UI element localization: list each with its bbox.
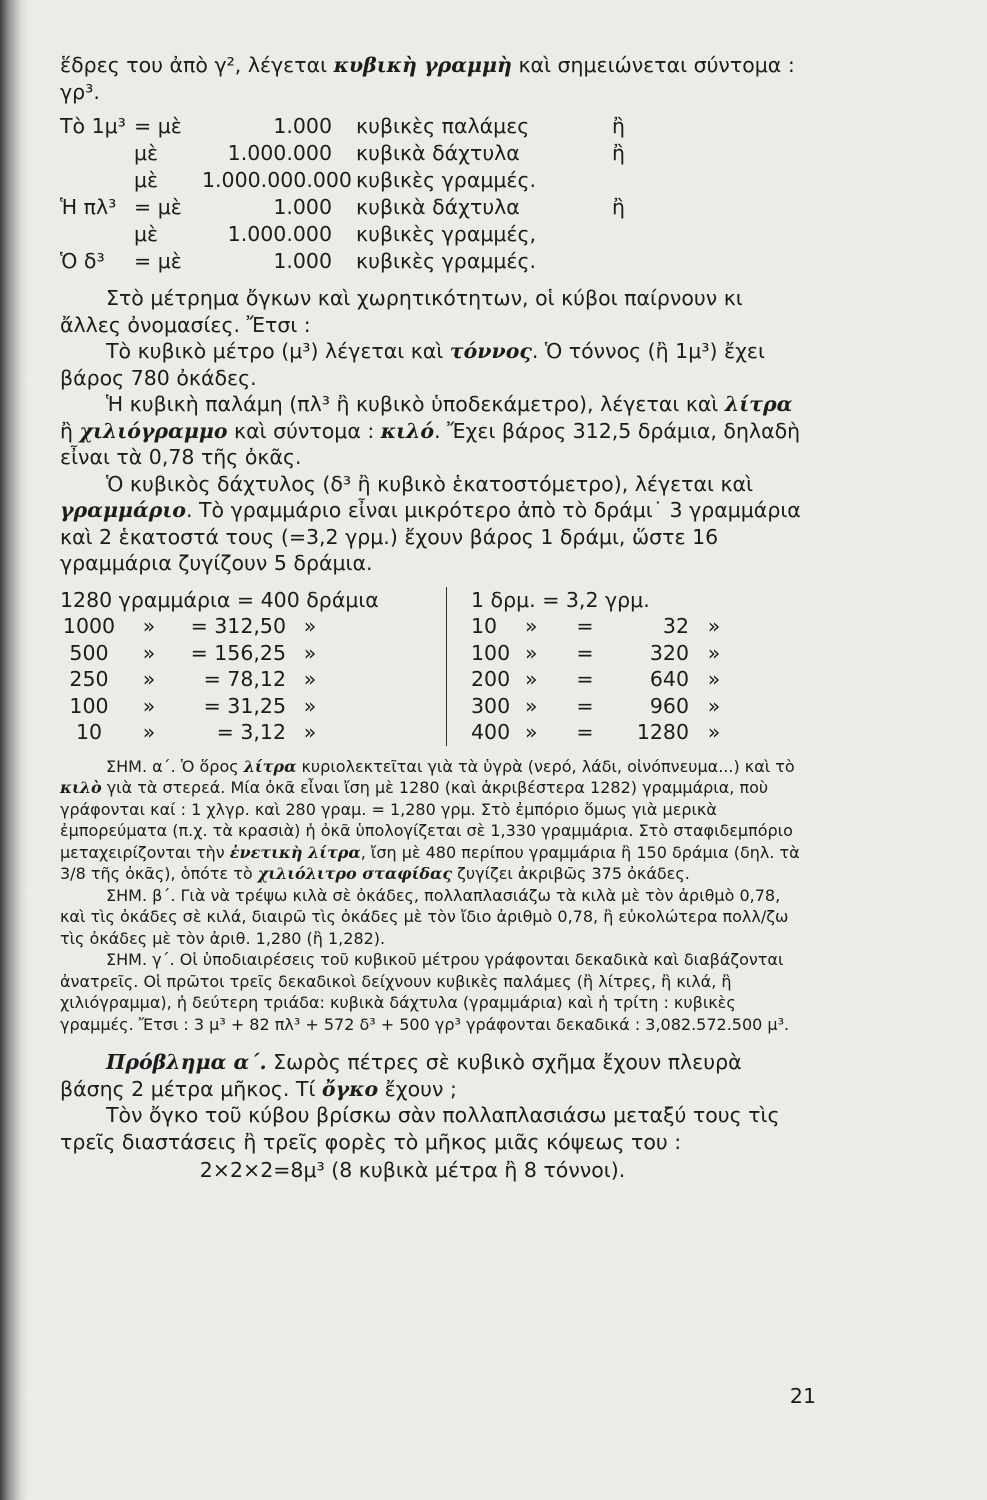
grams-value: 250	[69, 667, 109, 691]
grams-value: 1280	[636, 720, 689, 744]
ditto-mark: »	[142, 614, 156, 638]
drams-value: 300	[471, 693, 511, 718]
ditto-mark: »	[525, 667, 538, 691]
problem-text: ἔχουν ;	[378, 1076, 457, 1101]
units-row	[60, 194, 805, 221]
conversion-tables	[60, 587, 805, 746]
table-row	[60, 693, 442, 720]
drams-value: = 312,50	[190, 614, 286, 638]
drams-value: = 156,25	[190, 640, 286, 665]
ditto-mark: »	[142, 667, 156, 691]
ditto-mark: »	[142, 640, 156, 665]
note-text: ζυγίζει ἀκριβῶς 375 ὀκάδες.	[452, 864, 690, 883]
table-row	[471, 613, 761, 640]
drams-value: 200	[471, 667, 511, 691]
unit-count: 1.000.000	[227, 141, 332, 165]
unit-equals: = μὲ	[134, 195, 182, 219]
grams-value: 640	[649, 667, 689, 691]
unit-equals: μὲ	[134, 222, 159, 246]
term-tonnos: τόννος	[449, 339, 532, 363]
grams-to-drams-table	[60, 587, 447, 746]
unit-word: κυβικὲς γραμμές,	[356, 222, 537, 246]
table-row	[60, 666, 442, 693]
ditto-mark: »	[525, 614, 538, 638]
note-text: γιὰ τὰ στερεά. Μία ὀκᾶ εἶναι ἴση μὲ 1280 (καὶ ἀκριβέστερα 1282) γραμμάρια, ποὺ γράφονται καί : 1 χλγρ. καὶ 280 γραμ. = 1,280 γρμ. Στὸ ἐμπόριο ὅμως γιὰ μερικὰ ἐμπορεύματα (π.χ. τὰ κρασιὰ) ἡ ὀκᾶ ὑπολογίζεται σὲ 1,330 γραμμάρια. Στὸ σταφιδεμπόριο μεταχειρίζονται τὴν	[60, 778, 793, 862]
units-row	[60, 221, 805, 248]
ditto-mark: »	[707, 693, 721, 718]
ditto-mark: »	[303, 720, 317, 744]
paragraph-kilo	[60, 391, 805, 471]
ditto-mark: »	[303, 614, 317, 638]
problem-text: Σωρὸς πέτρες σὲ κυβικὸ σχῆμα ἔχουν πλευρὰ βάσης 2 μέτρα μῆκος. Τί	[60, 1050, 742, 1101]
para-text: . Ἔχει βάρος 312,5 δράμια, δηλαδὴ εἶναι τὰ 0,78 τῆς ὀκᾶς.	[60, 418, 801, 469]
table-header: 1 δρμ. = 3,2 γρμ.	[471, 587, 650, 612]
unit-count: 1.000.000	[227, 222, 332, 246]
unit-name	[60, 140, 134, 167]
unit-name: Τὸ 1μ³	[60, 114, 126, 138]
unit-name	[60, 167, 134, 194]
term-chiliogrammo: χιλιόγραμμο	[79, 418, 228, 443]
binding-shadow	[0, 0, 28, 1500]
problem-statement	[60, 1049, 805, 1102]
ditto-mark: »	[142, 720, 156, 744]
unit-equals: = μὲ	[134, 114, 182, 138]
unit-word: κυβικὲς γραμμές.	[356, 168, 537, 192]
note-text: , ἴση μὲ 480 περίπου γραμμάρια ἢ 150 δράμια (δηλ. τὰ 3/8 τῆς ὀκᾶς), ὁπότε τὸ	[60, 842, 800, 883]
intro-text: ἕδρες του ἀπὸ γ², λέγεται	[60, 53, 334, 77]
term-litra: λίτρα	[724, 392, 793, 416]
ditto-mark: »	[142, 693, 156, 718]
unit-or	[612, 221, 652, 248]
unit-or	[612, 248, 652, 275]
equals-sign: =	[576, 693, 594, 718]
units-row	[60, 140, 805, 167]
problem-label: Πρόβλημα α΄.	[106, 1050, 267, 1074]
table-header: 1280 γραμμάρια = 400 δράμια	[60, 587, 379, 612]
unit-count: 1.000.000.000	[202, 168, 352, 192]
ditto-mark: »	[707, 640, 721, 665]
grams-value: 320	[649, 640, 689, 665]
drams-value: = 31,25	[203, 693, 286, 718]
unit-word: κυβικὲς παλάμες	[356, 114, 530, 138]
drams-value: = 78,12	[203, 667, 286, 691]
term-venetian-litra: ἐνετικὴ λίτρα	[229, 842, 361, 862]
unit-or: ἢ	[612, 141, 625, 165]
table-header-row	[60, 587, 442, 614]
unit-equals: μὲ	[134, 141, 159, 165]
unit-equals: μὲ	[134, 168, 159, 192]
table-row	[471, 719, 761, 746]
equals-sign: =	[576, 720, 594, 744]
grams-value: 500	[69, 640, 109, 665]
table-row	[60, 640, 442, 667]
term-kilo: κιλό	[380, 418, 435, 443]
table-row	[60, 613, 442, 640]
para-text: . Ὁ τόννος (ἢ 1μ³) ἔχει βάρος 780 ὀκάδες.	[60, 339, 765, 390]
unit-name: Ἡ πλ³	[60, 195, 117, 219]
drams-value: 10	[471, 614, 498, 638]
grams-value: 1000	[62, 614, 116, 638]
unit-word: κυβικὰ δάχτυλα	[356, 195, 520, 219]
term-litra: λίτρα	[243, 756, 297, 776]
equals-sign: =	[576, 614, 594, 638]
term-chiliolitro: χιλιόλιτρο σταφίδας	[257, 864, 453, 883]
term-ogko: ὄγκο	[321, 1076, 379, 1101]
para-text: καὶ σύντομα :	[227, 418, 381, 443]
units-table	[60, 113, 805, 275]
para-text: Τὸ κυβικὸ μέτρο (μ³) λέγεται καὶ	[106, 339, 450, 363]
ditto-mark: »	[707, 720, 721, 744]
grams-value: 10	[75, 720, 103, 744]
drams-to-grams-table	[447, 587, 761, 746]
drams-value: 100	[471, 640, 511, 665]
table-row	[471, 640, 761, 667]
para-text: . Τὸ γραμμάριο εἶναι μικρότερο ἀπὸ τὸ δράμι˙ 3 γραμμάρια καὶ 2 ἑκατοστά τους (=3,2 γρμ.) ἔχουν βάρος 1 δράμι, ὥστε 16 γραμμάρια ζυγίζουν 5 δράμια.	[60, 498, 801, 575]
formula: 2×2×2=8μ³ (8 κυβικὰ μέτρα ἢ 8 τόννοι).	[199, 1158, 626, 1182]
intro-term: κυβικὴ γραμμὴ	[333, 53, 512, 77]
intro-text-end: καὶ σημειώνεται σύντομα : γρ³.	[60, 53, 795, 104]
units-row	[60, 113, 805, 140]
unit-count: 1.000	[273, 249, 332, 273]
para-text: Ὁ κυβικὸς δάχτυλος (δ³ ἢ κυβικὸ ἑκατοστόμετρο), λέγεται καὶ	[106, 471, 754, 496]
note-beta: ΣΗΜ. β΄. Γιὰ νὰ τρέψω κιλὰ σὲ ὀκάδες, πολλαπλασιάζω τὰ κιλὰ μὲ τὸν ἀριθμὸ 0,78, καὶ τὶς ὀκάδες σὲ κιλά, διαιρῶ τὶς ὀκάδες μὲ τὸν ἴδιο ἀριθμὸ 0,78, ἢ εὐκολώτερα πολλ/ζω τὶς ὀκάδες μὲ τὸν ἀριθ. 1,280 (ἢ 1,282).	[60, 885, 789, 948]
ditto-mark: »	[303, 667, 317, 691]
table-row	[60, 719, 442, 746]
equals-sign: =	[576, 667, 594, 691]
drams-value: 400	[471, 720, 511, 744]
paragraph-names: Στὸ μέτρημα ὄγκων καὶ χωρητικότητων, οἱ κύβοι παίρνουν κι ἄλλες ὀνομασίες. Ἔτσι :	[60, 286, 743, 337]
note-text: ΣΗΜ. α΄. Ὁ ὅρος	[106, 756, 244, 776]
table-row	[471, 693, 761, 720]
units-row	[60, 167, 805, 194]
unit-word: κυβικὲς γραμμές.	[356, 249, 537, 273]
ditto-mark: »	[707, 667, 721, 691]
paragraph-tonnos	[60, 338, 805, 391]
note-text: κυριολεκτεῖται γιὰ τὰ ὑγρὰ (νερό, λάδι, οἰνόπνευμα...) καὶ τὸ	[296, 756, 795, 776]
ditto-mark: »	[525, 640, 538, 665]
unit-count: 1.000	[273, 114, 332, 138]
note-gamma: ΣΗΜ. γ΄. Οἱ ὑποδιαιρέσεις τοῦ κυβικοῦ μέτρου γράφονται δεκαδικὰ καὶ διαβάζονται ἀνατρεῖς. Οἱ πρῶτοι τρεῖς δεκαδικοὶ δείχνουν κυβικὲς παλάμες (ἢ λίτρες, ἢ κιλά, ἢ χιλιόγραμμα), ἡ δεύτερη τριάδα: κυβικὰ δάχτυλα (γραμμάρια) καὶ ἡ τρίτη : κυβικὲς γραμμές. Ἔτσι : 3 μ³ + 82 πλ³ + 572 δ³ + 500 γρ³ γράφονται δεκαδικά : 3,082.572.500 μ³.	[60, 950, 790, 1034]
paragraph-grammario	[60, 471, 805, 577]
ditto-mark: »	[303, 640, 317, 665]
unit-word: κυβικὰ δάχτυλα	[356, 141, 520, 165]
unit-equals: = μὲ	[134, 249, 182, 273]
page-number: 21	[789, 1384, 816, 1408]
unit-or: ἢ	[612, 195, 625, 219]
intro-paragraph	[60, 52, 805, 105]
text-column	[60, 52, 805, 1184]
unit-or	[612, 167, 652, 194]
units-row	[60, 248, 805, 275]
note-alpha	[60, 756, 805, 885]
term-kilo: κιλὸ	[60, 778, 102, 797]
grams-value: 32	[662, 614, 689, 638]
ditto-mark: »	[525, 693, 538, 718]
ditto-mark: »	[525, 720, 538, 744]
table-header-row	[471, 587, 761, 614]
solution-paragraph: Τὸν ὄγκο τοῦ κύβου βρίσκω σὰν πολλαπλασιάσω μεταξύ τους τὶς τρεῖς διαστάσεις ἢ τρεῖς φορὲς τὸ μῆκος μιᾶς κόψεως του :	[60, 1103, 780, 1154]
table-row	[471, 666, 761, 693]
unit-name	[60, 221, 134, 248]
equals-sign: =	[576, 640, 594, 665]
para-text: ἢ	[60, 418, 80, 443]
para-text: Ἡ κυβικὴ παλάμη (πλ³ ἢ κυβικὸ ὑποδεκάμετρο), λέγεται καὶ	[106, 392, 725, 416]
grams-value: 100	[69, 693, 109, 718]
unit-count: 1.000	[273, 195, 332, 219]
term-grammario: γραμμάριο	[60, 498, 186, 522]
drams-value: = 3,12	[216, 720, 286, 744]
grams-value: 960	[649, 693, 689, 718]
ditto-mark: »	[707, 614, 721, 638]
ditto-mark: »	[303, 693, 317, 718]
unit-name: Ὁ δ³	[60, 249, 105, 273]
unit-or: ἢ	[612, 114, 625, 138]
